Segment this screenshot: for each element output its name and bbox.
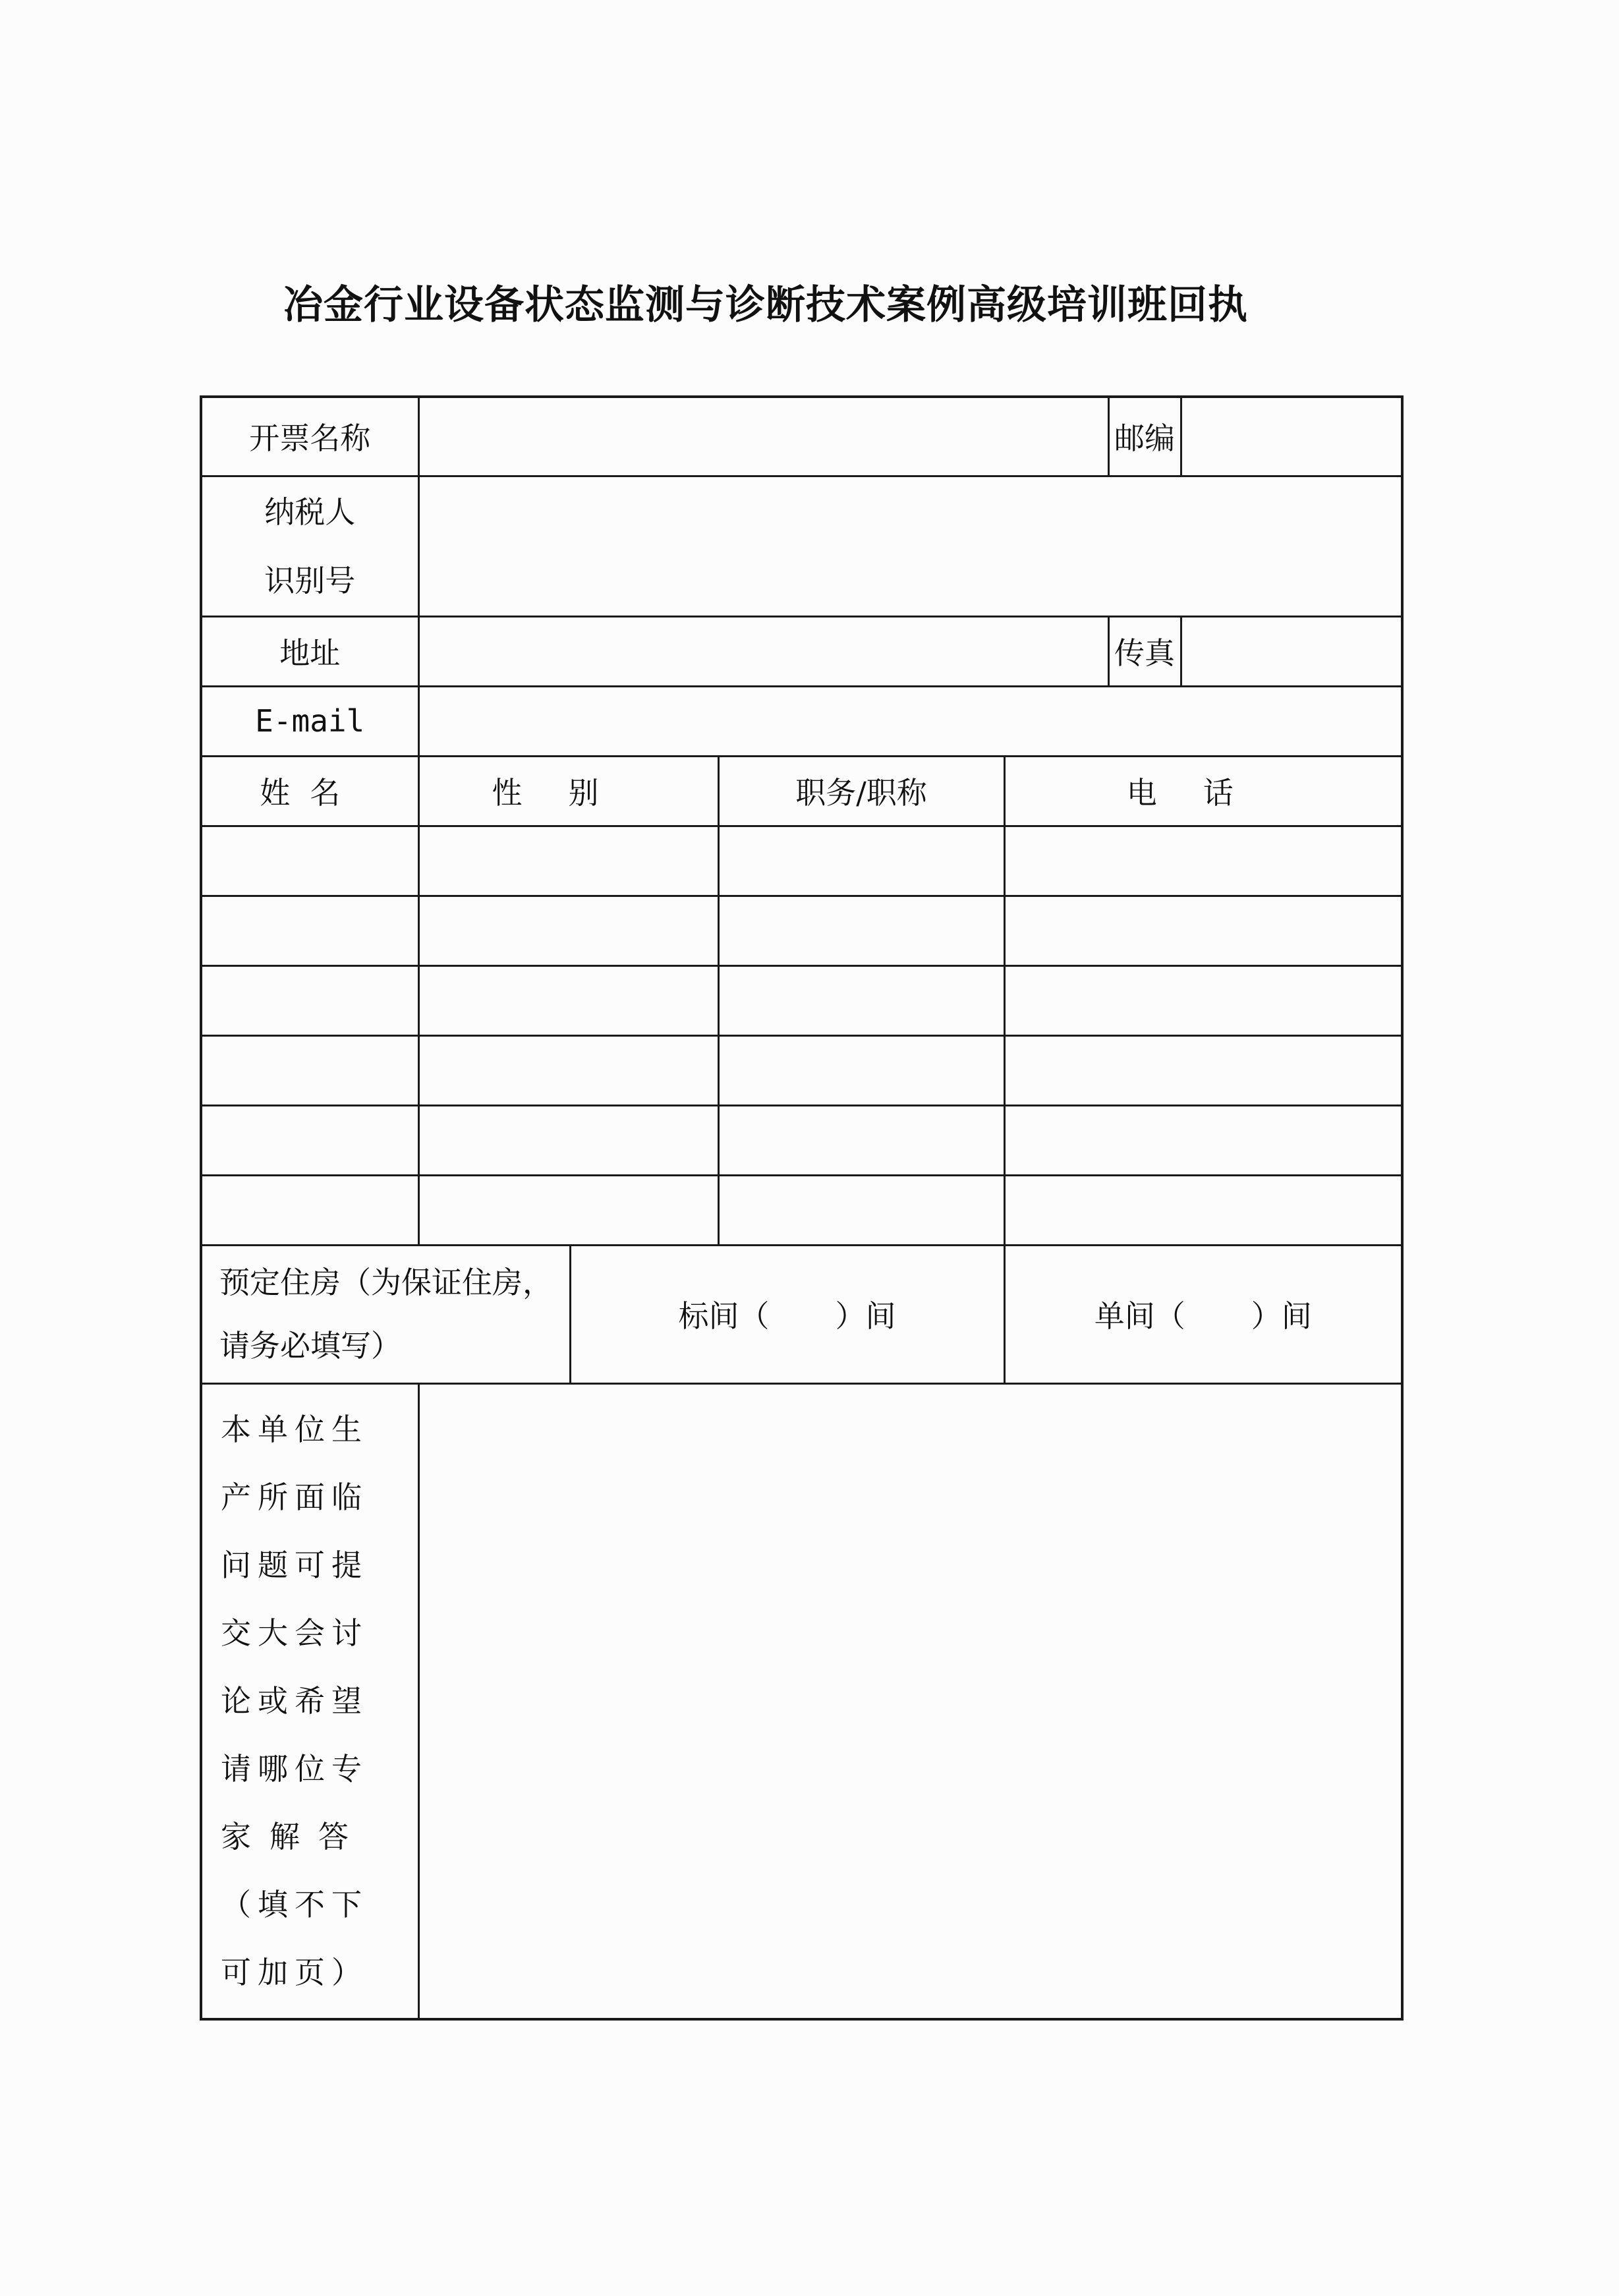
attendee-gender-field[interactable]: [418, 965, 718, 1035]
attendee-name-field[interactable]: [201, 826, 418, 896]
attendee-phone-field[interactable]: [1004, 1035, 1402, 1105]
invoice-name-label: 开票名称: [201, 397, 418, 476]
attendee-phone-field[interactable]: [1004, 965, 1402, 1035]
standard-room-field[interactable]: [570, 1245, 1004, 1383]
reply-form: [200, 395, 1401, 2021]
column-header-phone: 电话: [1004, 756, 1402, 826]
production-issues-field[interactable]: [418, 1383, 1402, 2019]
fax-field[interactable]: [1181, 616, 1402, 686]
email-field[interactable]: [418, 686, 1402, 756]
taxpayer-id-label: [201, 476, 418, 616]
issues-label-line: 家解答: [221, 1818, 367, 1854]
reply-form-table: [200, 395, 1404, 2021]
attendee-phone-field[interactable]: [1004, 826, 1402, 896]
attendee-name-field[interactable]: [201, 896, 418, 965]
attendee-phone-field[interactable]: [1004, 1175, 1402, 1245]
taxpayer-id-field[interactable]: [418, 476, 1402, 616]
attendee-position-field[interactable]: [718, 1175, 1004, 1245]
attendee-position-field[interactable]: [718, 896, 1004, 965]
attendee-row: [201, 1175, 1402, 1245]
attendee-row: [201, 1105, 1402, 1175]
issues-label-line: 产所面临: [221, 1479, 368, 1515]
email-row: [201, 686, 1402, 756]
column-header-gender: 性别: [418, 756, 718, 826]
room-label-line2: 请务必填写）: [219, 1328, 401, 1363]
production-issues-label: [201, 1383, 418, 2019]
issues-label-line: 本单位生: [221, 1411, 368, 1447]
address-row: [201, 616, 1402, 686]
invoice-row: [201, 397, 1402, 476]
taxpayer-label-line2: 识别号: [264, 562, 356, 598]
attendee-phone-field[interactable]: [1004, 896, 1402, 965]
attendee-header-row: [201, 756, 1402, 826]
room-booking-row: [201, 1245, 1402, 1383]
attendee-gender-field[interactable]: [418, 826, 718, 896]
attendee-row: [201, 896, 1402, 965]
room-label-line1: 预定住房（为保证住房，: [219, 1265, 553, 1300]
column-header-name: 姓名: [201, 756, 418, 826]
attendee-row: [201, 1035, 1402, 1105]
fax-label: 传真: [1108, 616, 1181, 686]
invoice-name-field[interactable]: [418, 397, 1108, 476]
single-room-field[interactable]: [1004, 1245, 1402, 1383]
taxpayer-label-line1: 纳税人: [264, 494, 356, 530]
standard-room-suffix: ）间: [835, 1298, 896, 1334]
issues-label-line: 可加页）: [221, 1954, 368, 1990]
issues-label-line: 问题可提: [221, 1547, 368, 1583]
postcode-field[interactable]: [1181, 397, 1402, 476]
issues-label-line: 交大会讨: [221, 1615, 368, 1651]
single-room-suffix: ）间: [1251, 1298, 1312, 1334]
attendee-position-field[interactable]: [718, 826, 1004, 896]
address-label: 地址: [201, 616, 418, 686]
attendee-position-field[interactable]: [718, 1035, 1004, 1105]
column-header-position: 职务/职称: [718, 756, 1004, 826]
attendee-gender-field[interactable]: [418, 1035, 718, 1105]
attendee-gender-field[interactable]: [418, 1175, 718, 1245]
attendee-row: [201, 965, 1402, 1035]
attendee-name-field[interactable]: [201, 1035, 418, 1105]
production-issues-row: [201, 1383, 1402, 2019]
standard-room-prefix: 标间（: [678, 1298, 770, 1334]
attendee-name-field[interactable]: [201, 1105, 418, 1175]
attendee-gender-field[interactable]: [418, 896, 718, 965]
attendee-phone-field[interactable]: [1004, 1105, 1402, 1175]
taxpayer-row: [201, 476, 1402, 616]
attendee-position-field[interactable]: [718, 965, 1004, 1035]
form-title: 冶金行业设备状态监测与诊断技术案例高级培训班回执: [283, 282, 1248, 328]
room-booking-label: [201, 1245, 570, 1383]
attendee-name-field[interactable]: [201, 965, 418, 1035]
address-field[interactable]: [418, 616, 1108, 686]
email-label: E-mail: [201, 686, 418, 756]
issues-label-line: 论或希望: [221, 1682, 368, 1719]
single-room-prefix: 单间（: [1094, 1298, 1185, 1334]
issues-label-line: 请哪位专: [221, 1750, 368, 1787]
attendee-position-field[interactable]: [718, 1105, 1004, 1175]
attendee-gender-field[interactable]: [418, 1105, 718, 1175]
attendee-row: [201, 826, 1402, 896]
issues-label-line: （填不下: [221, 1886, 368, 1922]
postcode-label: 邮编: [1108, 397, 1181, 476]
attendee-name-field[interactable]: [201, 1175, 418, 1245]
